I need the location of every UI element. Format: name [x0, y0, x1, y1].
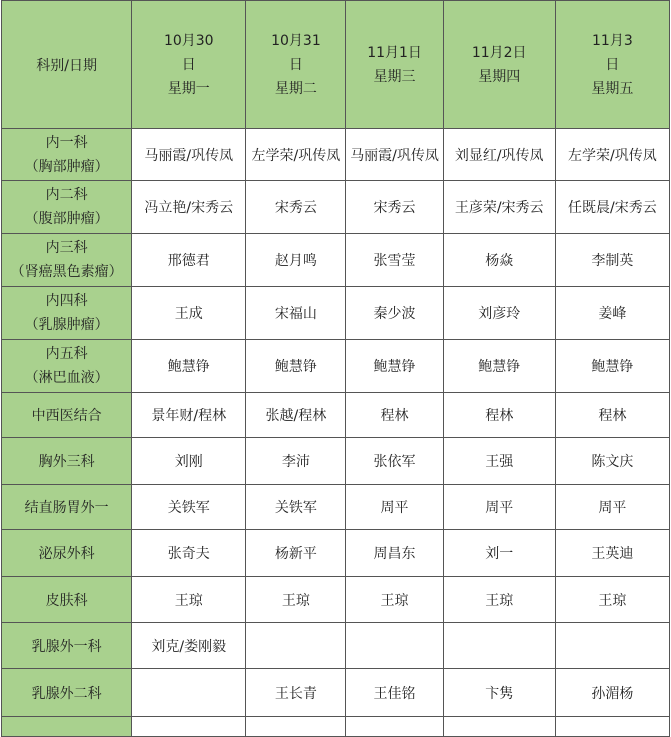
day-header	[443, 1, 555, 129]
table-row	[2, 287, 670, 340]
day-weekday: 星期四	[478, 68, 521, 85]
duty-cell: 王强	[443, 438, 555, 485]
dept-sub: （胸部肿瘤）	[24, 158, 109, 175]
duty-cell: 左学荣/巩传凤	[246, 129, 346, 181]
duty-cell: 关铁军	[246, 485, 346, 530]
duty-cell: 鲍慧铮	[555, 340, 669, 393]
day-weekday: 星期二	[274, 80, 317, 97]
day-unit: 日	[288, 56, 303, 73]
duty-cell: 宋福山	[246, 287, 346, 340]
dept-cell: 胸外三科	[2, 438, 132, 485]
duty-cell: 王英迪	[555, 530, 669, 577]
day-date: 10月31	[271, 32, 321, 49]
duty-cell: 邢德君	[132, 234, 246, 287]
duty-cell: 王琼	[346, 577, 443, 623]
duty-cell	[246, 623, 346, 669]
duty-cell: 程林	[443, 393, 555, 438]
duty-cell: 王琼	[555, 577, 669, 623]
duty-cell: 张奇夫	[132, 530, 246, 577]
duty-cell: 左学荣/巩传凤	[555, 129, 669, 181]
dept-name: 内二科	[45, 187, 88, 203]
dept-sub: （淋巴血液）	[24, 370, 109, 386]
corner-label: 科别/日期	[36, 57, 97, 74]
day-header	[346, 1, 443, 129]
corner-header	[2, 1, 132, 129]
table-row	[2, 485, 670, 530]
duty-cell: 姜峰	[555, 287, 669, 340]
table-row	[2, 340, 670, 393]
duty-cell: 鲍慧铮	[246, 340, 346, 393]
duty-cell: 周平	[555, 485, 669, 530]
duty-cell: 宋秀云	[246, 181, 346, 234]
table-row	[2, 438, 670, 485]
duty-cell: 张雪莹	[346, 234, 443, 287]
table-row	[2, 577, 670, 623]
duty-cell: 程林	[555, 393, 669, 438]
dept-sub: （肾癌黑色素瘤）	[10, 264, 123, 280]
duty-cell: 冯立艳/宋秀云	[132, 181, 246, 234]
dept-cell: 结直肠胃外一	[2, 485, 132, 530]
dept-cell	[2, 287, 132, 340]
dept-name: 内四科	[45, 293, 88, 309]
day-date: 10月30	[163, 32, 214, 49]
duty-cell: 刘显红/巩传凤	[443, 129, 555, 181]
day-date: 11月2日	[471, 44, 527, 61]
duty-cell: 周平	[346, 485, 443, 530]
duty-cell: 杨新平	[246, 530, 346, 577]
dept-name: 内一科	[45, 134, 88, 151]
day-header	[246, 1, 346, 129]
day-weekday: 星期三	[373, 68, 416, 85]
duty-cell: 王琼	[443, 577, 555, 623]
duty-cell: 王彦荣/宋秀云	[443, 181, 555, 234]
table-row	[2, 623, 670, 669]
duty-cell: 马丽霞/巩传凤	[132, 129, 246, 181]
dept-cell: 乳腺外一科	[2, 623, 132, 669]
day-unit: 日	[181, 56, 196, 73]
day-date: 11月1日	[367, 44, 422, 61]
dept-cell	[2, 129, 132, 181]
day-header	[555, 1, 669, 129]
dept-cell: 泌尿外科	[2, 530, 132, 577]
duty-cell: 李制英	[555, 234, 669, 287]
duty-cell: 赵月鸣	[246, 234, 346, 287]
dept-cell	[2, 234, 132, 287]
duty-cell: 陈文庆	[555, 438, 669, 485]
day-weekday: 星期五	[591, 80, 634, 97]
duty-cell: 王琼	[246, 577, 346, 623]
duty-cell	[346, 623, 443, 669]
dept-sub: （乳腺肿瘤）	[24, 317, 109, 333]
duty-cell: 王琼	[132, 577, 246, 623]
day-weekday: 星期一	[167, 80, 210, 97]
duty-cell: 周昌东	[346, 530, 443, 577]
table-row	[2, 530, 670, 577]
duty-cell	[555, 623, 669, 669]
table-row	[2, 669, 670, 717]
duty-cell: 李沛	[246, 438, 346, 485]
day-date: 11月3	[592, 32, 633, 49]
duty-cell: 张越/程林	[246, 393, 346, 438]
duty-cell: 程林	[346, 393, 443, 438]
duty-cell: 鲍慧铮	[443, 340, 555, 393]
table-row	[2, 234, 670, 287]
duty-cell: 刘克/娄刚毅	[132, 623, 246, 669]
duty-cell: 王长青	[246, 669, 346, 717]
duty-cell: 张依军	[346, 438, 443, 485]
duty-cell: 刘一	[443, 530, 555, 577]
duty-cell: 刘刚	[132, 438, 246, 485]
day-header	[132, 1, 246, 129]
duty-cell: 景年财/程林	[132, 393, 246, 438]
duty-cell: 马丽霞/巩传凤	[346, 129, 443, 181]
table-row	[2, 181, 670, 234]
duty-cell: 任既晨/宋秀云	[555, 181, 669, 234]
header-row	[2, 1, 670, 129]
duty-cell: 鲍慧铮	[132, 340, 246, 393]
table-row	[2, 393, 670, 438]
duty-cell: 宋秀云	[346, 181, 443, 234]
duty-cell: 卞隽	[443, 669, 555, 717]
dept-cell: 乳腺外二科	[2, 669, 132, 717]
duty-cell: 刘彦玲	[443, 287, 555, 340]
day-unit: 日	[605, 56, 620, 73]
duty-cell: 王佳铭	[346, 669, 443, 717]
dept-cell	[2, 181, 132, 234]
dept-sub: （腹部肿瘤）	[24, 211, 109, 227]
duty-cell: 周平	[443, 485, 555, 530]
dept-name: 内三科	[45, 240, 88, 256]
dept-name: 内五科	[45, 346, 88, 362]
duty-cell: 鲍慧铮	[346, 340, 443, 393]
dept-cell: 皮肤科	[2, 577, 132, 623]
duty-cell: 秦少波	[346, 287, 443, 340]
duty-schedule-table	[1, 0, 670, 737]
duty-cell	[443, 623, 555, 669]
duty-cell: 王成	[132, 287, 246, 340]
duty-cell	[132, 669, 246, 717]
dept-cell	[2, 340, 132, 393]
duty-cell: 关铁军	[132, 485, 246, 530]
duty-cell: 孙湄杨	[555, 669, 669, 717]
dept-cell: 中西医结合	[2, 393, 132, 438]
table-row	[2, 129, 670, 181]
duty-cell: 杨焱	[443, 234, 555, 287]
